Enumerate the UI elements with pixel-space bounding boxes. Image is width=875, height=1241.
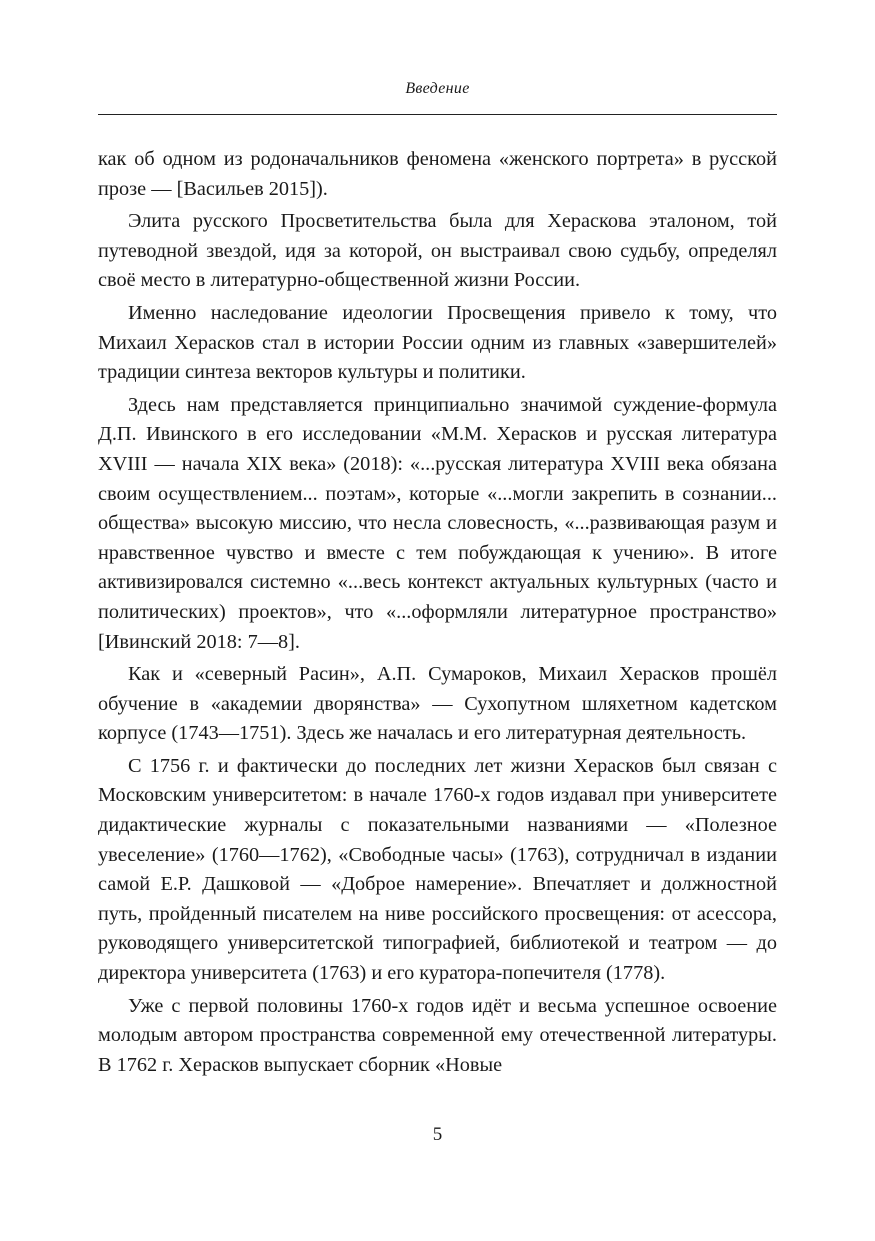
running-head: Введение xyxy=(405,80,470,97)
paragraph: Уже с первой половины 1760-х годов идёт и весьма успешное освоение молодым автором пространства современной ему отечественной литературы. В 1762 г. Херасков выпускает сборник «Новые xyxy=(98,994,777,1076)
paragraph: Здесь нам представляется принципиально значимой суждение-формула Д.П. Ивинского в его исследовании «М.М. Херасков и русская литература XVIII — начала XIX века» (2018): «...русская литература XVIII века обязана своим осуществлением... поэтам», которые «...могли закрепить в сознании... общества» высокую миссию, что несла словесность, «...развивающая разум и нравственное чувство и вместе с тем побуждающая к учению». В итоге активизировался системно «...весь контекст актуальных культурных (часто и политических) проектов», что «...оформляли литературное пространство» [Ивинский 2018: 7—8]. xyxy=(98,393,777,653)
paragraph: С 1756 г. и фактически до последних лет жизни Херасков был связан с Московским университетом: в начале 1760-х годов издавал при университете дидактические журналы с показательными названиями — «Полезное увеселение» (1760—1762), «Свободные часы» (1763), сотрудничал в издании самой Е.Р. Дашковой — «Доброе намерение». Впечатляет и должностной путь, пройденный писателем на ниве российского просвещения: от асессора, руководящего университетской типографией, библиотекой и театром — до директора университета (1763) и его куратора-попечителя (1778). xyxy=(98,754,777,985)
page-number: 5 xyxy=(432,1124,443,1145)
paragraph-continued: как об одном из родоначальников феномена «женского портрета» в русской прозе — [Васильев 2015]). xyxy=(98,148,777,200)
body-text xyxy=(98,145,777,1083)
paragraph: Именно наследование идеологии Просвещения привело к тому, что Михаил Херасков стал в истории России одним из главных «завершителей» традиции синтеза векторов культуры и политики. xyxy=(98,301,777,384)
header-divider xyxy=(98,114,777,115)
paragraph: Элита русского Просветительства была для Хераскова эталоном, той путеводной звездой, идя за которой, он выстраивал свою судьбу, определял своё место в литературно-общественной жизни России. xyxy=(98,210,777,292)
paragraph: Как и «северный Расин», А.П. Сумароков, Михаил Херасков прошёл обучение в «академии дворянства» — Сухопутном шляхетном кадетском корпусе (1743—1751). Здесь же началась и его литературная деятельность. xyxy=(98,663,777,745)
